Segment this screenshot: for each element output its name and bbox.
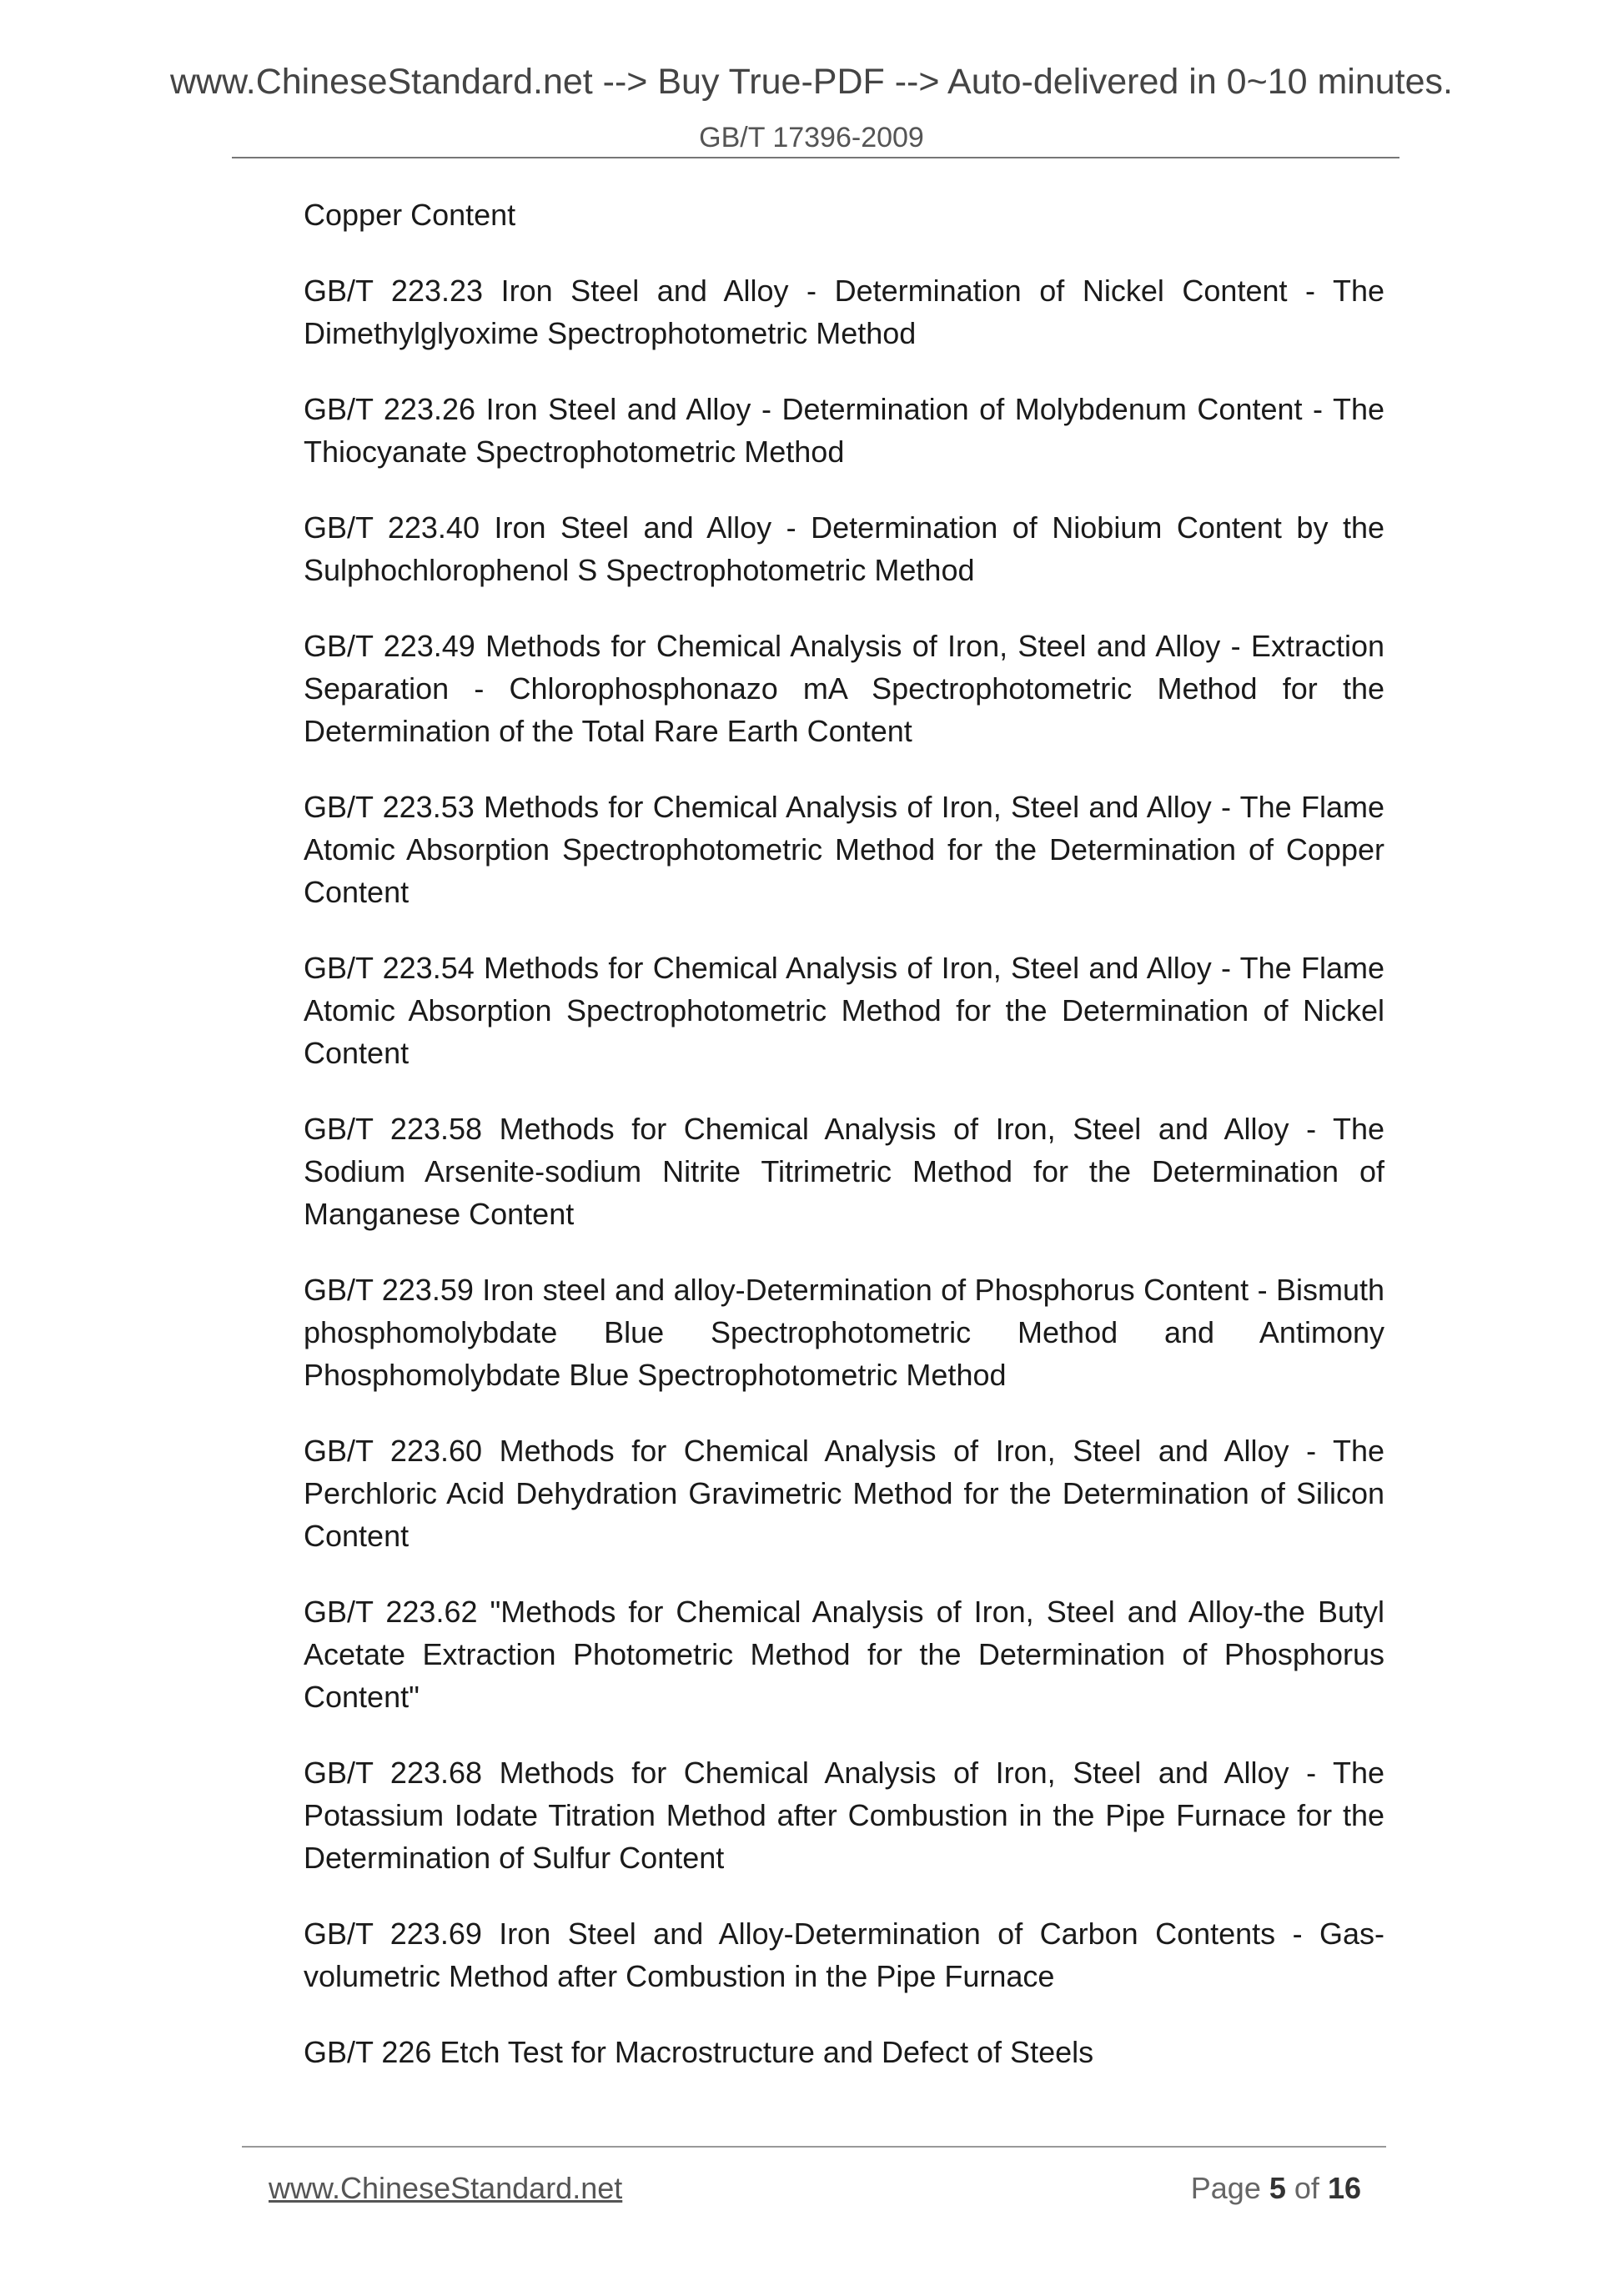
- footer-site-link[interactable]: www.ChineseStandard.net: [269, 2171, 623, 2205]
- current-page-number: 5: [1269, 2171, 1286, 2205]
- reference-item: GB/T 223.54 Methods for Chemical Analysis of Iron, Steel and Alloy - The Flame Atomic Absorption Spectrophotometric Method for the Determination of Nickel Content: [304, 951, 1384, 1070]
- page-prefix: Page: [1190, 2171, 1261, 2205]
- header-banner: www.ChineseStandard.net --> Buy True-PDF --> Auto-delivered in 0~10 minutes.: [169, 62, 1453, 102]
- reference-item: GB/T 223.62 "Methods for Chemical Analysis of Iron, Steel and Alloy-the Butyl Acetate Extraction Photometric Method for the Determination of Phosphorus Content": [304, 1595, 1384, 1714]
- header-divider: [232, 157, 1399, 158]
- reference-item: GB/T 223.68 Methods for Chemical Analysis of Iron, Steel and Alloy - The Potassium Iodate Titration Method after Combustion in the Pipe Furnace for the Determination of Sulfur Content: [304, 1756, 1384, 1875]
- reference-item: GB/T 226 Etch Test for Macrostructure and Defect of Steels: [304, 2035, 1094, 2069]
- reference-item: Copper Content: [304, 198, 516, 232]
- standard-number: GB/T 17396-2009: [699, 122, 924, 153]
- reference-item: GB/T 223.23 Iron Steel and Alloy - Determination of Nickel Content - The Dimethylglyoxime Spectrophotometric Method: [304, 274, 1384, 350]
- normative-references-list: [304, 193, 1384, 2107]
- reference-item: GB/T 223.26 Iron Steel and Alloy - Determination of Molybdenum Content - The Thiocyanate Spectrophotometric Method: [304, 392, 1384, 469]
- total-page-count: 16: [1327, 2171, 1361, 2205]
- page-separator: of: [1294, 2171, 1319, 2205]
- reference-item: GB/T 223.58 Methods for Chemical Analysis of Iron, Steel and Alloy - The Sodium Arsenite-sodium Nitrite Titrimetric Method for the Determination of Manganese Content: [304, 1112, 1384, 1231]
- reference-item: GB/T 223.69 Iron Steel and Alloy-Determination of Carbon Contents - Gas-volumetric Method after Combustion in the Pipe Furnace: [304, 1917, 1384, 1993]
- reference-item: GB/T 223.40 Iron Steel and Alloy - Determination of Niobium Content by the Sulphochlorophenol S Spectrophotometric Method: [304, 510, 1384, 587]
- reference-item: GB/T 223.49 Methods for Chemical Analysis of Iron, Steel and Alloy - Extraction Separation - Chlorophosphonazo mA Spectrophotometric Method for the Determination of the Total Rare Earth Content: [304, 629, 1384, 748]
- reference-item: GB/T 223.59 Iron steel and alloy-Determination of Phosphorus Content - Bismuth phosphomolybdate Blue Spectrophotometric Method and Antimony Phosphomolybdate Blue Spectrophotometric Method: [304, 1273, 1384, 1392]
- reference-item: GB/T 223.60 Methods for Chemical Analysis of Iron, Steel and Alloy - The Perchloric Acid Dehydration Gravimetric Method for the Determination of Silicon Content: [304, 1434, 1384, 1553]
- reference-item: GB/T 223.53 Methods for Chemical Analysis of Iron, Steel and Alloy - The Flame Atomic Absorption Spectrophotometric Method for the Determination of Copper Content: [304, 790, 1384, 909]
- page-indicator: [1191, 2171, 1361, 2206]
- footer-divider: [242, 2146, 1386, 2148]
